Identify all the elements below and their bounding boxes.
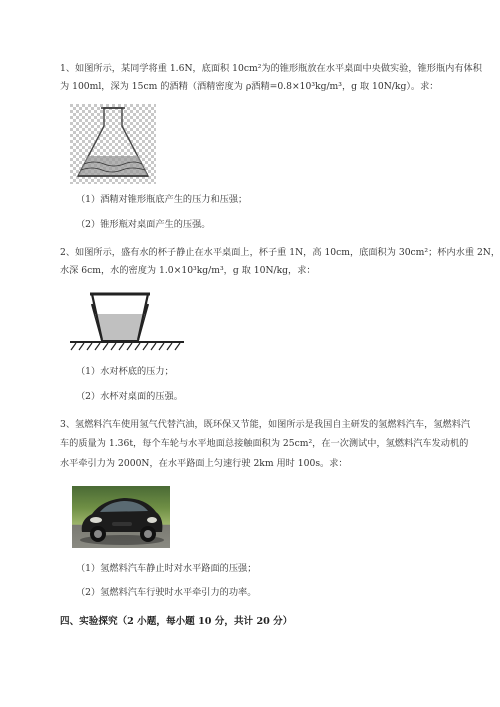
- q2-sub2: （2）水杯对桌面的压强。: [76, 391, 183, 402]
- cup-figure: [68, 290, 186, 354]
- erlenmeyer-flask-icon: [70, 104, 156, 184]
- q3-text-line3: 水平牵引力为 2000N，在水平路面上匀速行驶 2km 用时 100s。求：: [60, 458, 348, 469]
- q1-sub2: （2）锥形瓶对桌面产生的压强。: [76, 219, 211, 230]
- cup-on-table-icon: [68, 290, 186, 354]
- q3-text-line2: 车的质量为 1.36t，每个车轮与水平地面总接触面积为 25cm²，在一次测试中，氢燃料汽车发动机的: [60, 438, 469, 449]
- q1-text-line2: 为 100ml，深为 15cm 的酒精（酒精密度为 ρ酒精=0.8×10³kg/m³，g 取 10N/kg）。求：: [60, 81, 439, 92]
- q3-sub2: （2）氢燃料汽车行驶时水平牵引力的功率。: [76, 587, 257, 598]
- q3-text-line1: 3、氢燃料汽车使用氢气代替汽油，既环保又节能，如图所示是我国自主研发的氢燃料汽车，氢燃料汽: [60, 419, 471, 430]
- car-figure: [72, 486, 170, 548]
- q1-sub1: （1）酒精对锥形瓶底产生的压力和压强；: [76, 194, 248, 205]
- q3-sub1: （1）氢燃料汽车静止时对水平路面的压强；: [76, 563, 257, 574]
- flask-figure: [70, 104, 156, 184]
- q1-text-line1: 1、如图所示，某同学将重 1.6N，底面积 10cm²为的锥形瓶放在水平桌面中央做实验，锥形瓶内有体积: [60, 63, 482, 74]
- q2-sub1: （1）水对杯底的压力；: [76, 366, 174, 377]
- hydrogen-car-photo: [72, 486, 170, 548]
- section-heading: 四、实验探究（2 小题，每小题 10 分，共计 20 分）: [60, 616, 293, 627]
- q2-text-line1: 2、如图所示，盛有水的杯子静止在水平桌面上，杯子重 1N，高 10cm，底面积为 30cm²；杯内水重 2N，: [60, 247, 500, 258]
- q2-text-line2: 水深 6cm，水的密度为 1.0×10³kg/m³，g 取 10N/kg，求：: [60, 265, 316, 276]
